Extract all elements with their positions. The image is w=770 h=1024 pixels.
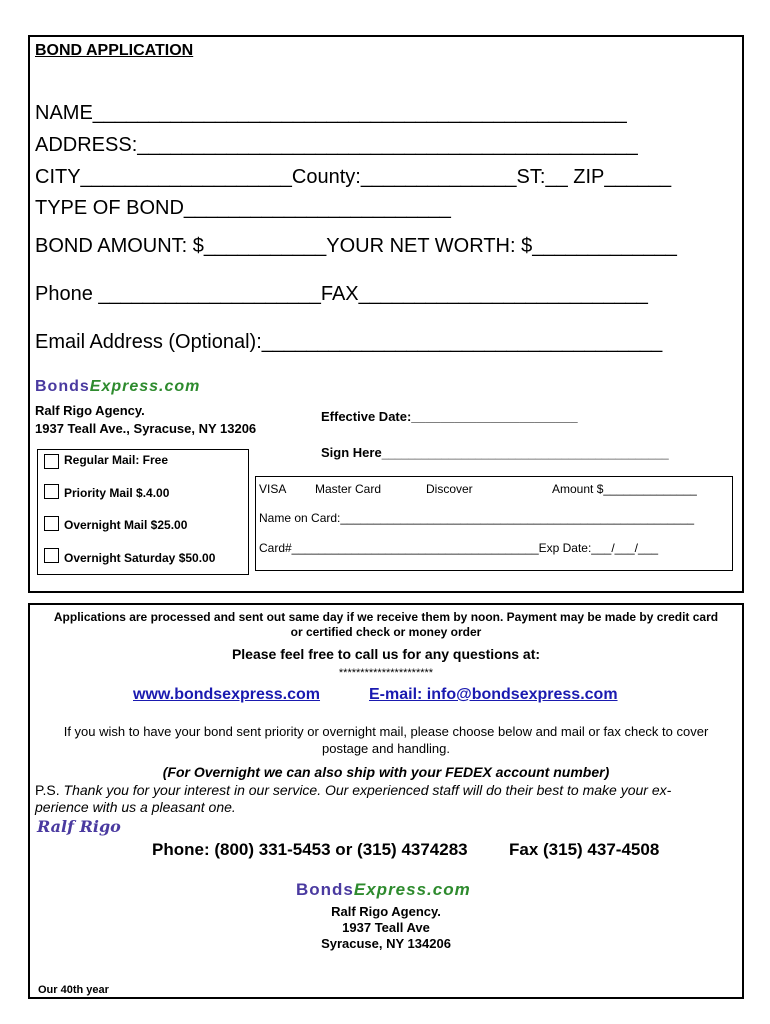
priority-mail-label: Priority Mail $.4.00 (64, 486, 170, 500)
ps-line-1 (35, 782, 671, 798)
sign-here-field[interactable] (321, 444, 669, 462)
ps-text-1: Thank you for your interest in our service. Our experienced staff will do their best to make your ex- (63, 782, 672, 798)
priority-mail-checkbox[interactable] (44, 484, 59, 499)
bondsexpress-logo (35, 378, 200, 396)
overnight-mail-label: Overnight Mail $25.00 (64, 518, 188, 532)
email-field[interactable]: Email Address (Optional):____________________________________ (35, 331, 663, 353)
sign-here-line: ___________________________________________ (381, 446, 669, 460)
amount-field[interactable]: Amount $______________ (552, 482, 697, 496)
agency-name: Ralf Rigo Agency. (35, 403, 145, 418)
fedex-note: (For Overnight we can also ship with your FEDEX account number) (162, 764, 610, 780)
stars-divider: ********************** (338, 667, 434, 679)
call-us-text: Please feel free to call us for any questions at: (231, 646, 541, 662)
overnight-saturday-label: Overnight Saturday $50.00 (64, 551, 216, 565)
ps-text-2: perience with us a pleasant one. (35, 799, 236, 815)
overnight-mail-checkbox[interactable] (44, 516, 59, 531)
agency-street-bottom: 1937 Teall Ave (342, 920, 430, 935)
regular-mail-checkbox[interactable] (44, 454, 59, 469)
agency-name-bottom: Ralf Rigo Agency. (331, 904, 441, 919)
phone-text: Phone: (800) 331-5453 or (315) 4374283 (152, 840, 468, 859)
sign-here-label: Sign Here (321, 445, 382, 460)
logo-bonds-text: Bonds (35, 378, 90, 395)
agency-address: 1937 Teall Ave., Syracuse, NY 13206 (35, 421, 257, 436)
anniversary-text: Our 40th year (38, 984, 109, 996)
processing-text-2: or certified check or money order (290, 625, 482, 639)
city-county-state-zip-field[interactable]: CITY___________________County:______________ST:__ ZIP______ (35, 166, 672, 188)
bond-amount-net-worth-field[interactable]: BOND AMOUNT: $___________YOUR NET WORTH: $_____________ (35, 235, 677, 257)
overnight-saturday-checkbox[interactable] (44, 548, 59, 563)
type-of-bond-field[interactable]: TYPE OF BOND________________________ (35, 197, 451, 219)
form-title: BOND APPLICATION (35, 42, 194, 59)
visa-option[interactable]: VISA (259, 482, 287, 496)
logo-express-text-bottom: Express.com (353, 880, 471, 899)
name-field[interactable]: NAME________________________________________________ (35, 102, 627, 124)
website-link[interactable]: www.bondsexpress.com (133, 686, 321, 703)
logo-bonds-text-bottom: Bonds (296, 880, 354, 899)
processing-text-1: Applications are processed and sent out same day if we receive them by noon. Payment may be made by credit card (53, 610, 719, 624)
effective-date-field[interactable]: Effective Date:_______________________ (321, 409, 578, 424)
agency-city-bottom: Syracuse, NY 134206 (321, 936, 451, 951)
bondsexpress-logo-bottom (296, 880, 471, 900)
address-field[interactable]: ADDRESS:_____________________________________________ (35, 134, 638, 156)
logo-express-text: Express.com (89, 378, 201, 395)
phone-fax-field[interactable]: Phone ____________________FAX__________________________ (35, 283, 648, 305)
name-on-card-field[interactable]: Name on Card:_____________________________________________________ (259, 511, 695, 525)
signature: Ralf Rigo (37, 817, 121, 836)
fax-text: Fax (315) 437-4508 (509, 840, 660, 859)
discover-option[interactable]: Discover (426, 482, 473, 496)
ps-label: P.S. (35, 782, 60, 798)
mastercard-option[interactable]: Master Card (315, 482, 382, 496)
email-link[interactable]: E-mail: info@bondsexpress.com (369, 686, 618, 703)
priority-text-2: postage and handling. (322, 741, 450, 756)
priority-text-1: If you wish to have your bond sent priority or overnight mail, please choose below and mail or fax check to cover (63, 724, 709, 739)
regular-mail-label: Regular Mail: Free (64, 453, 169, 467)
card-number-exp-field[interactable]: Card#_____________________________________Exp Date:___/___/___ (259, 541, 659, 555)
